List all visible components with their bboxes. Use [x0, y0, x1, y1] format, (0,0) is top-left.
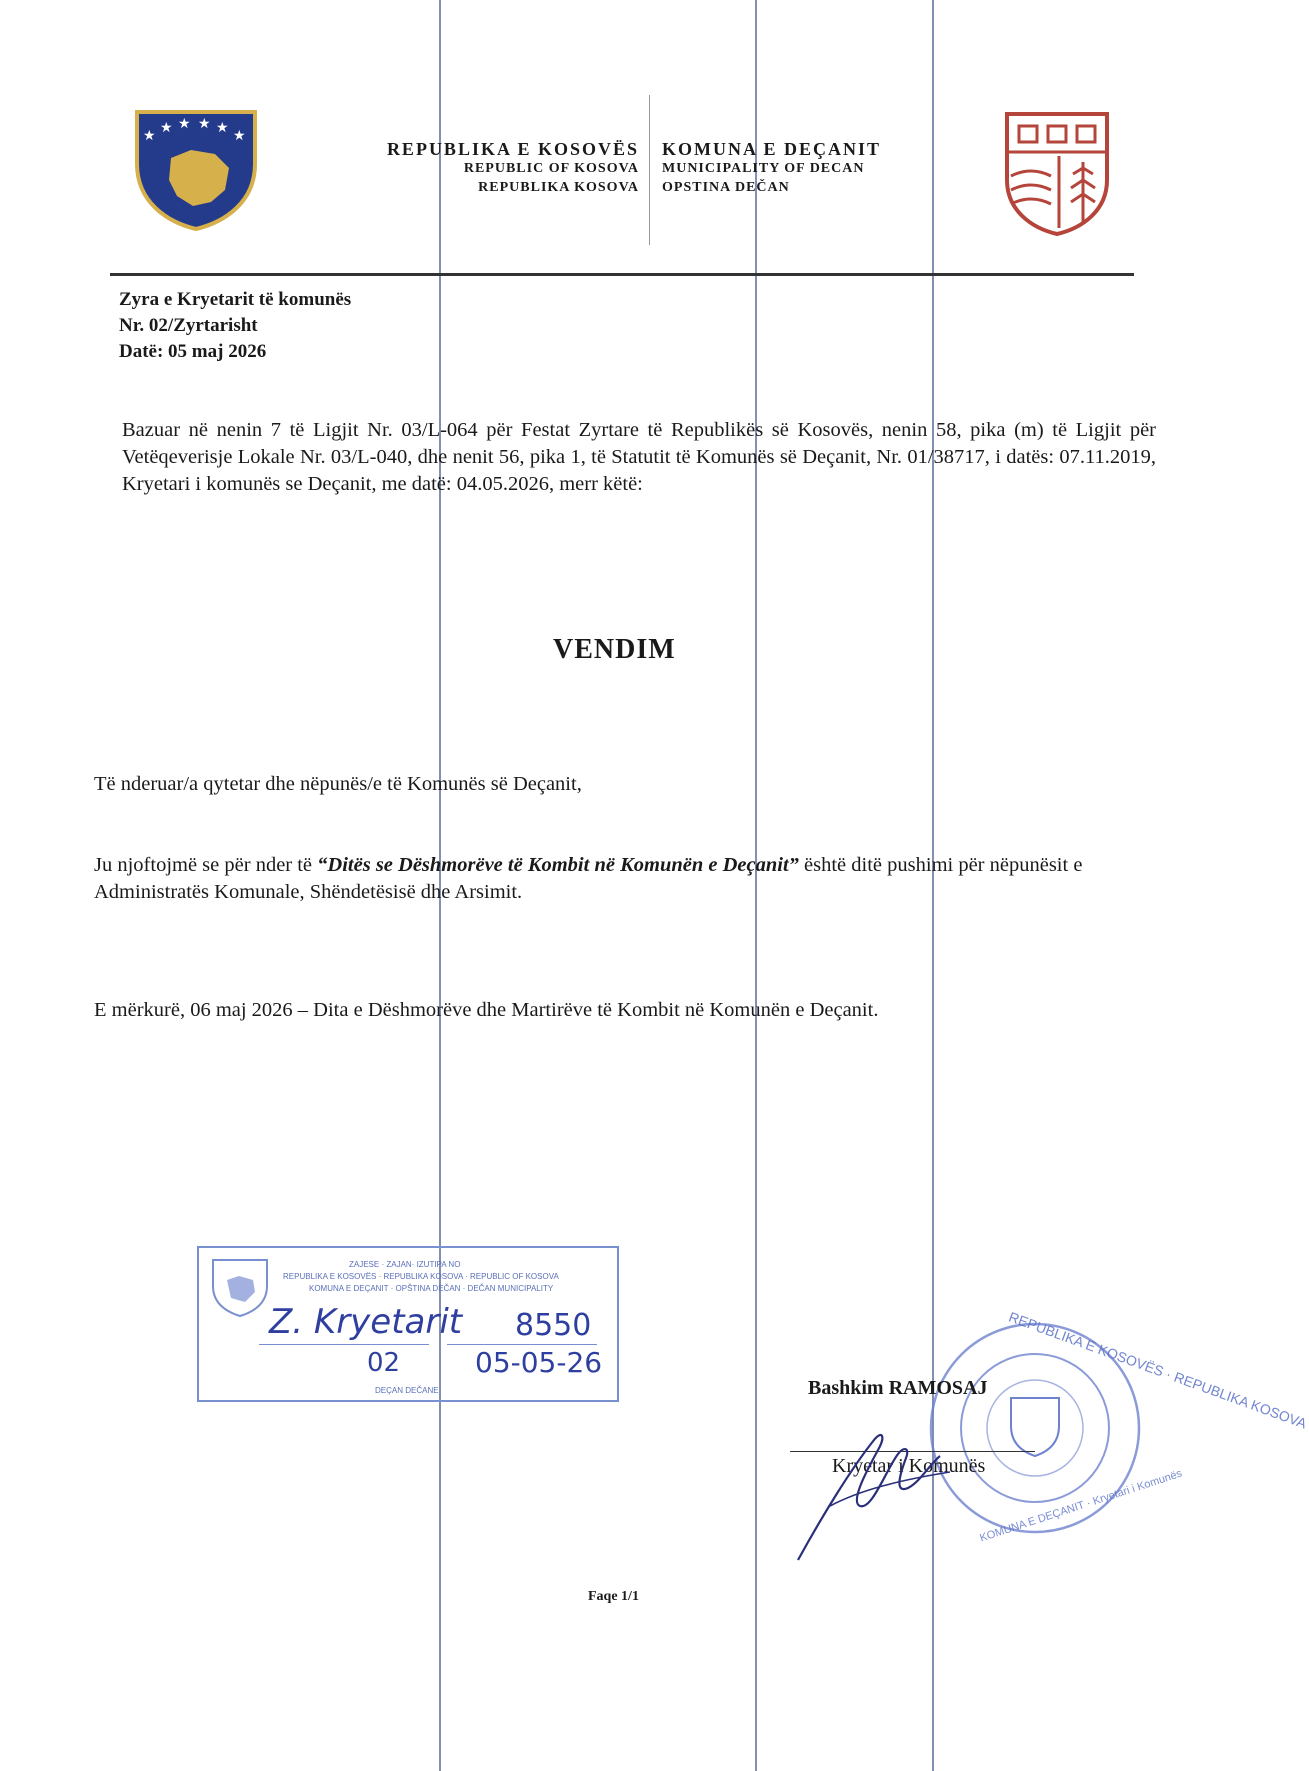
- header-municipality-albanian: KOMUNA E DEÇANIT: [662, 139, 882, 159]
- seal-inner-text: KOMUNA E DEÇANIT · Kryetari i Komunës: [978, 1467, 1184, 1545]
- state-header: [300, 140, 639, 197]
- registry-stamp: [197, 1246, 619, 1402]
- intro-paragraph: Bazuar në nenin 7 të Ligjit Nr. 03/L-064 për Festat Zyrtare të Republikës së Kosovës, nenin 58, pika (m) të Ligjit për Vetëqeverisje Lokale Nr. 03/L-040, dhe nenit 56, pika 1, të Statutit të Komunës së Deçanit, Nr. 01/38717, i datës: 07.11.2019, Kryetari i komunës se Deçanit, me datë: 04.05.2026, merr këtë:: [122, 419, 1156, 495]
- svg-text:★: ★: [216, 120, 229, 136]
- stamp-handwritten-date: 05-05-26: [475, 1346, 603, 1379]
- decision-title: VENDIM: [553, 634, 676, 665]
- holiday-line: E mërkurë, 06 maj 2026 – Dita e Dëshmorëve dhe Martirëve të Kombit në Komunën e Deçanit.: [94, 999, 879, 1021]
- stamp-handwritten-code: 02: [367, 1348, 401, 1378]
- office-label: Zyra e Kryetarit të komunës: [119, 289, 352, 310]
- header-divider: [649, 95, 650, 245]
- notice-text-end: është ditë pushimi për nëpunësit e Administratës Komunale, Shëndetësisë dhe Arsimit.: [94, 854, 1083, 903]
- stamp-emblem-icon: [209, 1256, 271, 1318]
- svg-text:★: ★: [178, 116, 191, 132]
- stamp-handwritten-department: Z. Kryetarit: [269, 1302, 463, 1342]
- svg-text:★: ★: [233, 128, 246, 144]
- svg-text:★: ★: [198, 116, 211, 132]
- stamp-field-line: [447, 1344, 597, 1345]
- header-municipality-serbian: OPSTINA DEČAN: [662, 180, 790, 195]
- stamp-line-2: REPUBLIKA E KOSOVËS · REPUBLIKA KOSOVA · REPUBLIC OF KOSOVA: [283, 1272, 559, 1281]
- stamp-footer: DEÇAN DEČANE: [375, 1386, 439, 1395]
- notice-text-start: Ju njoftojmë se për nder të: [94, 854, 318, 876]
- page-number: Faqe 1/1: [588, 1589, 639, 1604]
- signatory-role: Kryetar i Komunës: [832, 1455, 986, 1477]
- seal-outer-text: REPUBLIKA E KOSOVËS · REPUBLIKA KOSOVA: [1006, 1308, 1309, 1432]
- greeting: Të nderuar/a qytetar dhe nëpunës/e të Komunës së Deçanit,: [94, 773, 582, 795]
- svg-text:★: ★: [143, 128, 156, 144]
- stamp-line-3: KOMUNA E DEÇANIT · OPŠTINA DEČAN · DEČAN MUNICIPALITY: [309, 1284, 554, 1293]
- signatory-name: Bashkim RAMOSAJ: [808, 1377, 988, 1399]
- stamp-line-1: ZAJESE · ZAJAN· IZUTIPA NO: [349, 1260, 461, 1269]
- header-state-albanian: REPUBLIKA E KOSOVËS: [386, 139, 639, 159]
- notice-paragraph: [94, 852, 1160, 906]
- document-number: Nr. 02/Zyrtarisht: [119, 315, 258, 336]
- stamp-handwritten-number: 8550: [515, 1308, 592, 1343]
- notice-holiday-name: “Ditës se Dëshmorëve të Kombit në Komunën e Deçanit”: [317, 854, 799, 876]
- header-state-serbian: REPUBLIKA KOSOVA: [478, 180, 639, 195]
- document-date: Datë: 05 maj 2026: [119, 341, 267, 362]
- kosovo-emblem: [133, 106, 259, 231]
- decan-crest: [1003, 110, 1111, 237]
- svg-text:★: ★: [160, 120, 173, 136]
- header-municipality-english: MUNICIPALITY OF DECAN: [662, 161, 865, 176]
- municipality-header: [662, 140, 962, 197]
- document-meta: [119, 287, 351, 365]
- header-rule: [110, 273, 1134, 276]
- handwritten-signature: [790, 1410, 960, 1570]
- stamp-field-line: [259, 1344, 429, 1345]
- header-state-english: REPUBLIC OF KOSOVA: [463, 161, 639, 176]
